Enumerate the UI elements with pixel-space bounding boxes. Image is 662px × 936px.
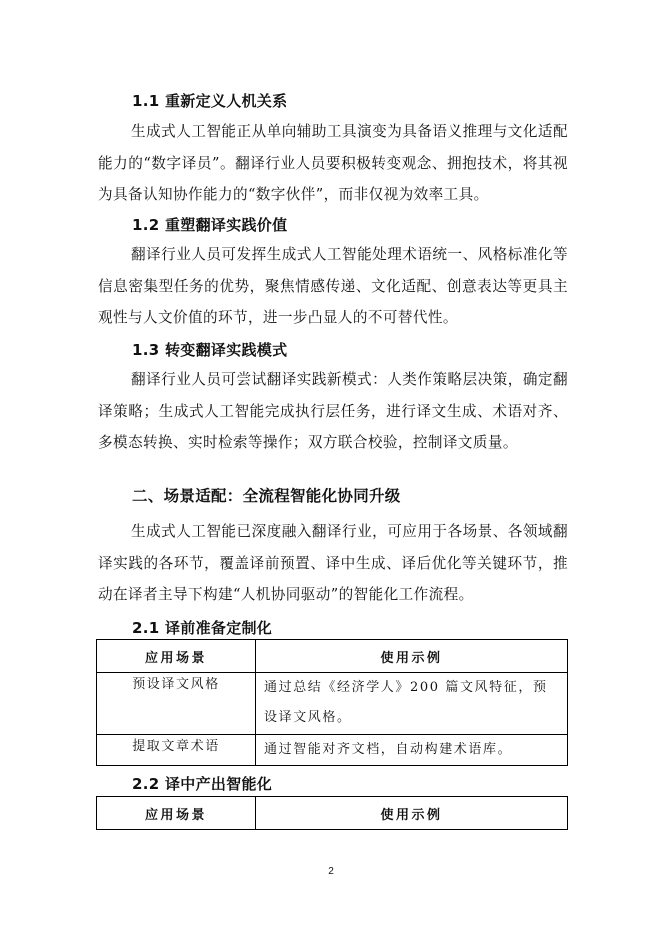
section-2-2-heading: 2.2 译中产出智能化 (132, 775, 273, 793)
table-row (97, 673, 568, 735)
table-cell-scenario: 预设译文风格 (97, 673, 256, 735)
table-row (97, 735, 568, 766)
table-header-row (97, 797, 568, 830)
table-header-example: 使用示例 (256, 640, 568, 673)
section-1-3-paragraph: 翻译行业人员可尝试翻译实践新模式：人类作策略层决策，确定翻译策略；生成式人工智能完成执行层任务，进行译文生成、术语对齐、多模态转换、实时检索等操作；双方联合校验，控制译文质量。 (98, 371, 568, 451)
section-1-3-heading: 1.3 转变翻译实践模式 (132, 341, 288, 359)
section-1-2-paragraph: 翻译行业人员可发挥生成式人工智能处理术语统一、风格标准化等信息密集型任务的优势，聚焦情感传递、文化适配、创意表达等更具主观性与人文价值的环节，进一步凸显人的不可替代性。 (98, 246, 568, 326)
table-header-row (97, 640, 568, 673)
table-cell-example: 通过总结《经济学人》200 篇文风特征，预设译文风格。 (256, 673, 568, 735)
table-cell-example: 通过智能对齐文档，自动构建术语库。 (256, 735, 568, 766)
section-1-2-heading: 1.2 重塑翻译实践价值 (132, 216, 288, 234)
section-1-1-heading: 1.1 重新定义人机关系 (132, 92, 288, 110)
table-header-scenario: 应用场景 (97, 797, 256, 830)
section-2-paragraph: 生成式人工智能已深度融入翻译行业，可应用于各场景、各领域翻译实践的各环节，覆盖译前预置、译中生成、译后优化等关键环节，推动在译者主导下构建“人机协同驱动”的智能化工作流程。 (98, 523, 568, 603)
page-number: 2 (328, 866, 334, 877)
section-2-heading: 二、场景适配：全流程智能化协同升级 (132, 487, 401, 505)
in-translation-table (96, 796, 568, 830)
table-header-example: 使用示例 (256, 797, 568, 830)
section-2-1-heading: 2.1 译前准备定制化 (132, 619, 273, 637)
section-1-1-paragraph: 生成式人工智能正从单向辅助工具演变为具备语义推理与文化适配能力的“数字译员”。翻译行业人员要积极转变观念、拥抱技术，将其视为具备认知协作能力的“数字伙伴”，而非仅视为效率工具。 (98, 123, 568, 203)
pre-translation-table (96, 639, 568, 766)
table-header-scenario: 应用场景 (97, 640, 256, 673)
table-cell-scenario: 提取文章术语 (97, 735, 256, 766)
